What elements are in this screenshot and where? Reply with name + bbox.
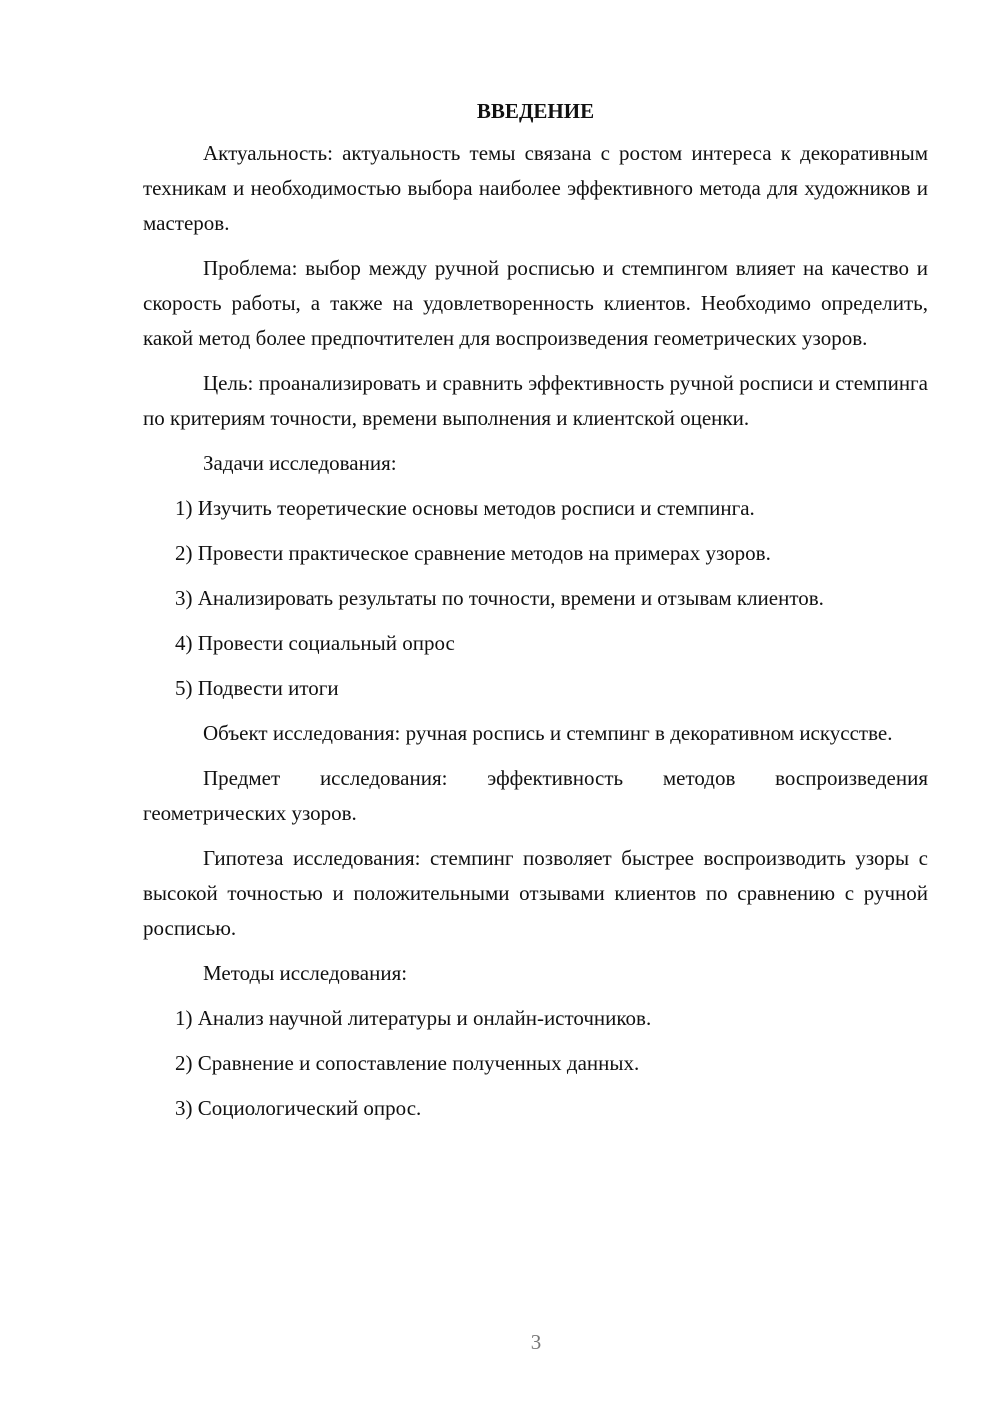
methods-heading: Методы исследования: — [203, 961, 408, 985]
problem-paragraph: Проблема: выбор между ручной росписью и стемпингом влияет на качество и скорость работы, а также на удовлетворенность клиентов. Необходимо определить, какой метод более предпочтителен для воспроизведения геометрических узоров. — [143, 256, 928, 350]
method-item-3: 3) Социологический опрос. — [175, 1096, 422, 1120]
page-number: 3 — [530, 1330, 542, 1354]
relevance-paragraph: Актуальность: актуальность темы связана с ростом интереса к декоративным техникам и необходимостью выбора наиболее эффективного метода для художников и мастеров. — [143, 141, 928, 235]
object-paragraph: Объект исследования: ручная роспись и стемпинг в декоративном искусстве. — [203, 721, 893, 745]
page-content — [143, 96, 928, 1136]
task-item-3: 3) Анализировать результаты по точности, времени и отзывам клиентов. — [175, 586, 824, 610]
task-item-1: 1) Изучить теоретические основы методов росписи и стемпинга. — [175, 496, 755, 520]
method-item-1: 1) Анализ научной литературы и онлайн-источников. — [175, 1006, 652, 1030]
subject-paragraph: Предмет исследования: эффективность методов воспроизведения геометрических узоров. — [143, 766, 928, 825]
section-title: ВВЕДЕНИЕ — [476, 99, 595, 123]
goal-paragraph: Цель: проанализировать и сравнить эффективность ручной росписи и стемпинга по критериям точности, времени выполнения и клиентской оценки. — [143, 371, 928, 430]
hypothesis-paragraph: Гипотеза исследования: стемпинг позволяет быстрее воспроизводить узоры с высокой точностью и положительными отзывами клиентов по сравнению с ручной росписью. — [143, 846, 928, 940]
task-item-2: 2) Провести практическое сравнение методов на примерах узоров. — [175, 541, 771, 565]
method-item-2: 2) Сравнение и сопоставление полученных данных. — [175, 1051, 640, 1075]
task-item-5: 5) Подвести итоги — [175, 676, 339, 700]
tasks-heading: Задачи исследования: — [203, 451, 397, 475]
task-item-4: 4) Провести социальный опрос — [175, 631, 455, 655]
